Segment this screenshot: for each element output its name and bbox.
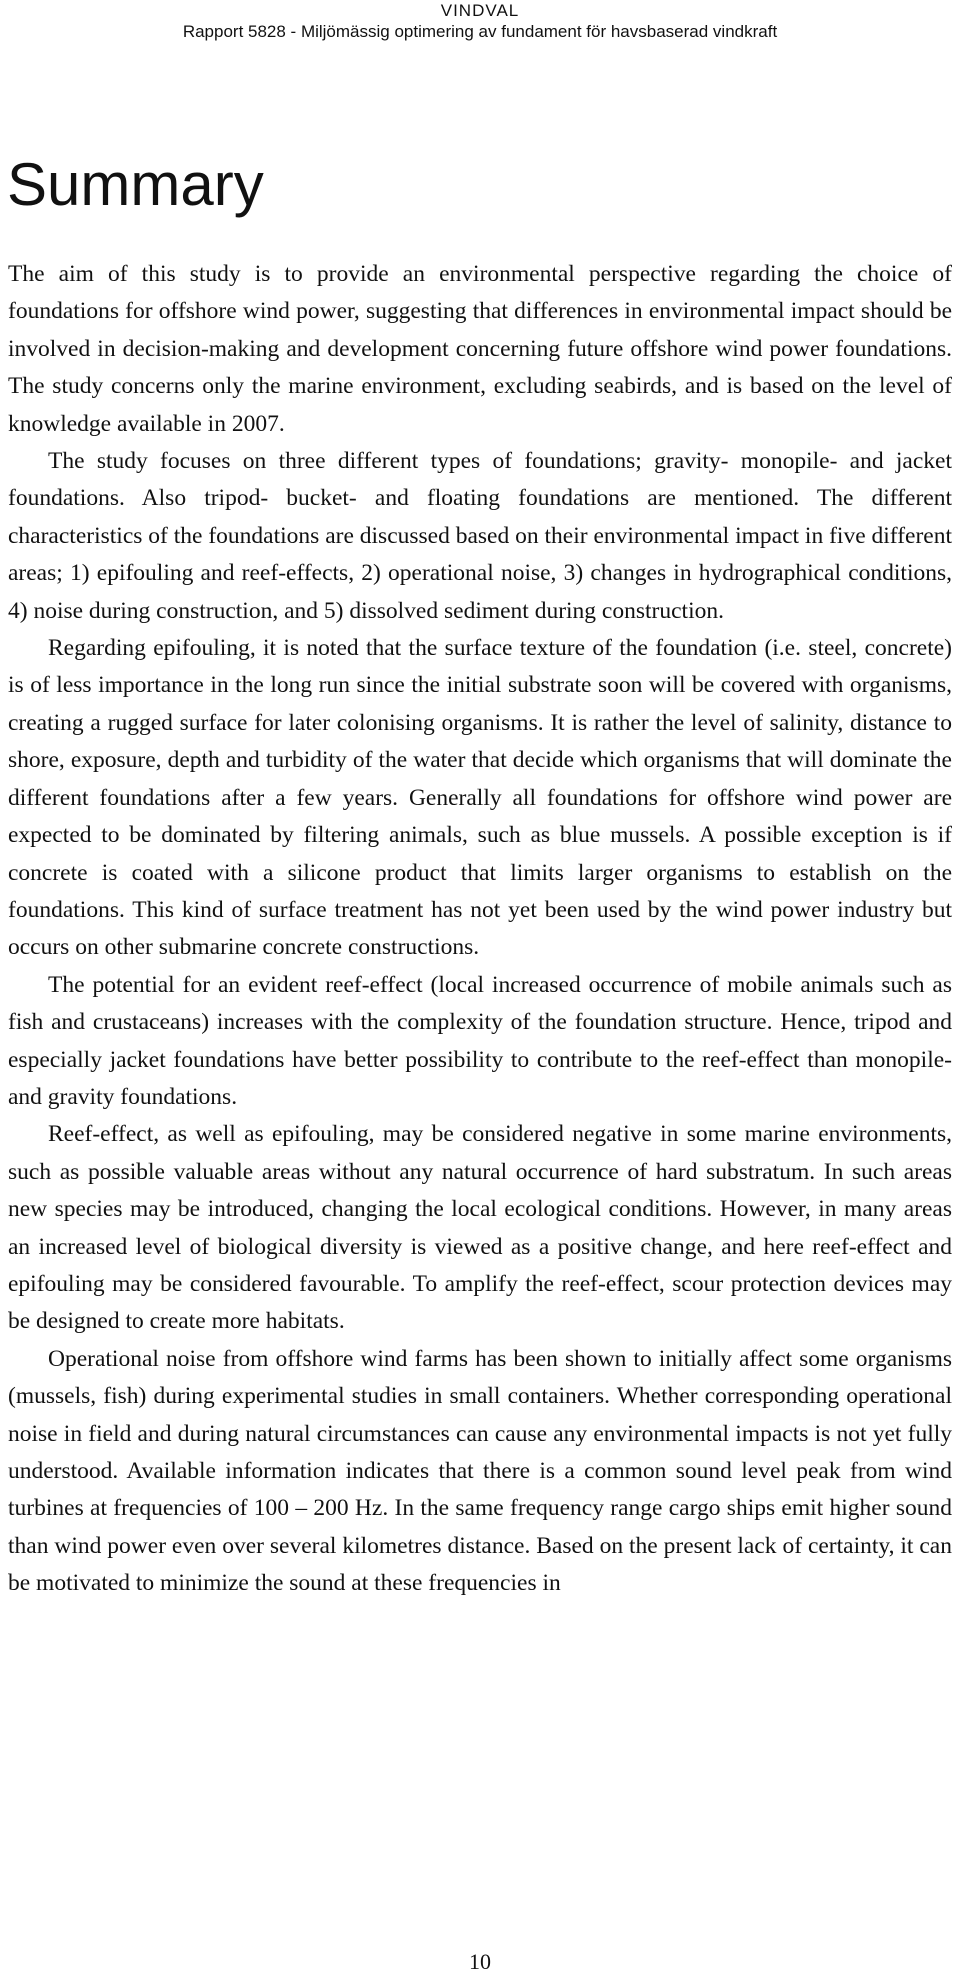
- header-brand: VINDVAL: [440, 1, 520, 20]
- running-header: [0, 0, 960, 42]
- paragraph-1: The aim of this study is to provide an environmental perspective regarding the choice of foundations for offshore wind power, suggesting that differences in environmental impact should be involved in decision-making and development concerning future offshore wind power foundations. The study concerns only the marine environment, excluding seabirds, and is based on the level of knowledge available in 2007.: [8, 261, 952, 437]
- header-report-line: Rapport 5828 - Miljömässig optimering av fundament för havsbaserad vindkraft: [182, 22, 778, 41]
- page-number: 10: [469, 1949, 491, 1974]
- paragraph-6: Operational noise from offshore wind farms has been shown to initially affect some organisms (mussels, fish) during experimental studies in small containers. Whether corresponding operational noise in field and during natural circumstances can cause any environmental impacts is not yet fully understood. Available information indicates that there is a common sound level peak from wind turbines at frequencies of 100 – 200 Hz. In the same frequency range cargo ships emit higher sound than wind power even over several kilometres distance. Based on the present lack of certainty, it can be motivated to minimize the sound at these frequencies in: [8, 1345, 952, 1597]
- summary-body: [8, 256, 952, 1603]
- paragraph-3: Regarding epifouling, it is noted that the surface texture of the foundation (i.e. steel, concrete) is of less importance in the long run since the initial substrate soon will be covered with organisms, creating a rugged surface for later colonising organisms. It is rather the level of salinity, distance to shore, exposure, depth and turbidity of the water that decide which organisms that will dominate the different foundations after a few years. Generally all foundations for offshore wind power are expected to be dominated by filtering animals, such as blue mussels. A possible exception is if concrete is coated with a silicone product that limits larger organisms to establish on the foundations. This kind of surface treatment has not yet been used by the wind power industry but occurs on other submarine concrete constructions.: [8, 635, 952, 961]
- paragraph-2: The study focuses on three different types of foundations; gravity- monopile- and jacket foundations. Also tripod- bucket- and floating foundations are mentioned. The different characteristics of the foundations are discussed based on their environmental impact in five different areas; 1) epifouling and reef-effects, 2) operational noise, 3) changes in hydrographical conditions, 4) noise during construction, and 5) dissolved sediment during construction.: [8, 448, 952, 624]
- page-title: Summary: [7, 151, 264, 218]
- paragraph-4: The potential for an evident reef-effect (local increased occurrence of mobile animals such as fish and crustaceans) increases with the complexity of the foundation structure. Hence, tripod and especially jacket foundations have better possibility to contribute to the reef-effect than monopile- and gravity foundations.: [8, 971, 952, 1110]
- paragraph-5: Reef-effect, as well as epifouling, may be considered negative in some marine environments, such as possible valuable areas without any natural occurrence of hard substratum. In such areas new species may be introduced, changing the local ecological conditions. However, in many areas an increased level of biological diversity is viewed as a positive change, and here reef-effect and epifouling may be considered favourable. To amplify the reef-effect, scour protection devices may be designed to create more habitats.: [8, 1121, 952, 1335]
